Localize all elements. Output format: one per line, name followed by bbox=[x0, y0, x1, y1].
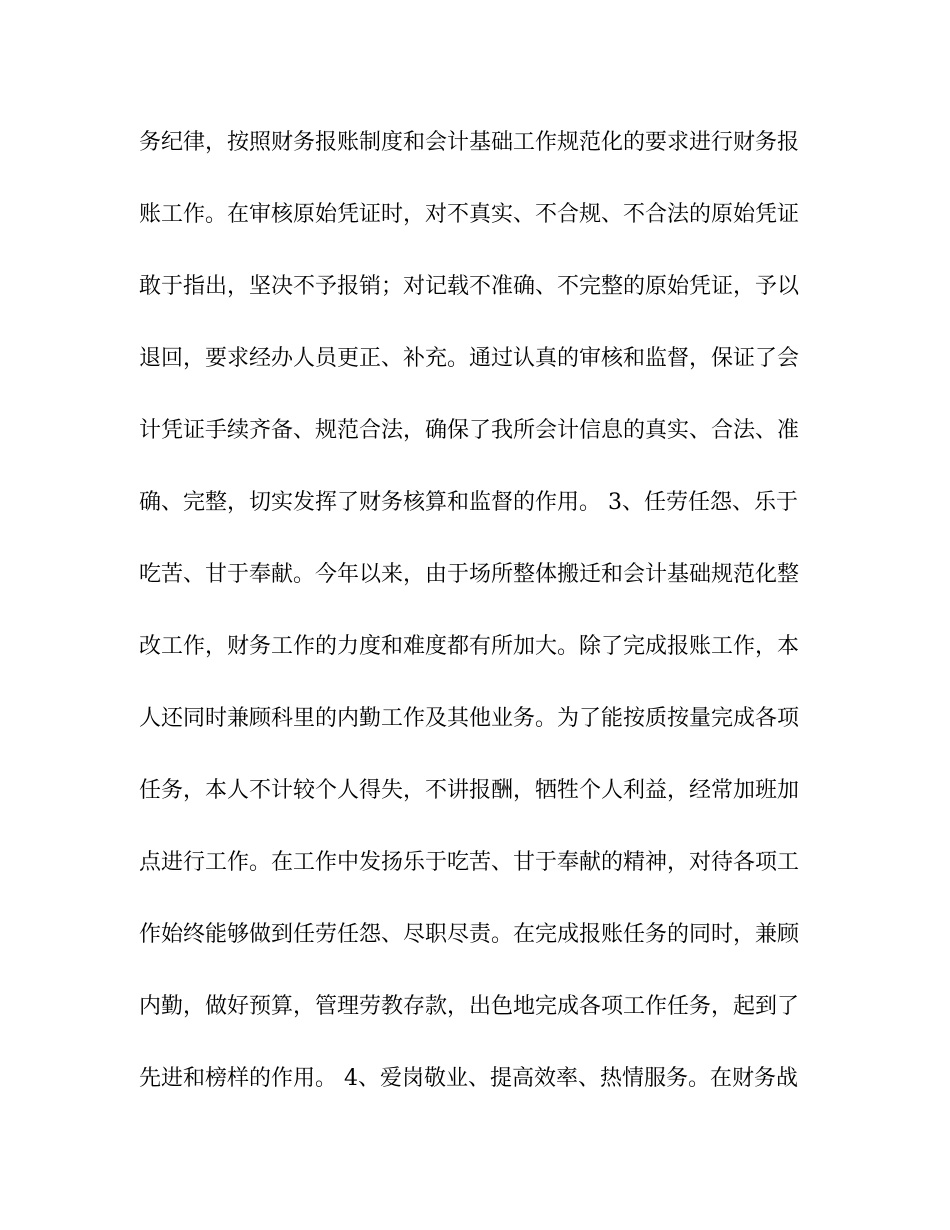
text-line: 敢于指出，坚决不予报销；对记载不准确、不完整的原始凭证，予以 bbox=[139, 274, 800, 299]
body-text bbox=[139, 118, 799, 1126]
text-line: 确、完整，切实发挥了财务核算和监督的作用。 3、任劳任怨、乐于 bbox=[139, 490, 798, 515]
text-line: 任务，本人不计较个人得失，不讲报酬，牺牲个人利益，经常加班加 bbox=[139, 778, 800, 803]
text-line: 计凭证手续齐备、规范合法，确保了我所会计信息的真实、合法、准 bbox=[139, 418, 800, 443]
text-line: 吃苦、甘于奉献。今年以来，由于场所整体搬迁和会计基础规范化整 bbox=[139, 562, 800, 587]
text-line: 先进和榜样的作用。 4、爱岗敬业、提高效率、热情服务。在财务战 bbox=[139, 1066, 798, 1091]
text-line: 改工作，财务工作的力度和难度都有所加大。除了完成报账工作，本 bbox=[139, 634, 800, 659]
text-line: 退回，要求经办人员更正、补充。通过认真的审核和监督，保证了会 bbox=[139, 346, 800, 371]
text-line: 账工作。在审核原始凭证时，对不真实、不合规、不合法的原始凭证 bbox=[139, 202, 800, 227]
text-line: 作始终能够做到任劳任怨、尽职尽责。在完成报账任务的同时，兼顾 bbox=[139, 922, 800, 947]
text-line: 内勤，做好预算，管理劳教存款，出色地完成各项工作任务，起到了 bbox=[139, 994, 800, 1019]
text-line: 点进行工作。在工作中发扬乐于吃苦、甘于奉献的精神，对待各项工 bbox=[139, 850, 800, 875]
text-line: 人还同时兼顾科里的内勤工作及其他业务。为了能按质按量完成各项 bbox=[139, 706, 800, 731]
text-line: 务纪律，按照财务报账制度和会计基础工作规范化的要求进行财务报 bbox=[139, 130, 800, 155]
